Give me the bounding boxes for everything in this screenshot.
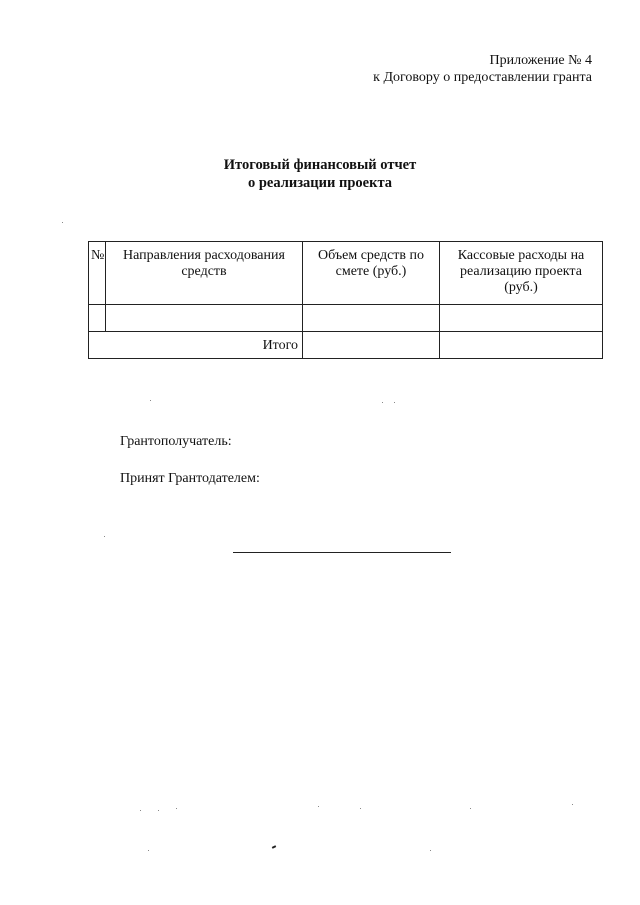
recipient-label: Грантополучатель: [120,434,232,449]
appendix-contract-ref: к Договору о предоставлении гранта [373,70,592,85]
document-title-line2: о реализации проекта [247,175,393,191]
total-label: Итого [89,332,303,359]
scan-speck [176,808,177,809]
total-budget-cell [303,332,440,359]
total-expenses-cell [440,332,603,359]
header-expenses: Кассовые расходы на реализацию проекта (руб.) [440,242,603,305]
document-title [0,156,640,192]
scan-speck [62,222,63,223]
table-header-row [89,242,603,305]
scan-speck [104,536,105,537]
scan-speck [158,810,159,811]
scan-speck [140,810,141,811]
scan-speck [318,806,319,807]
scan-speck [382,402,383,403]
table-cell [89,305,106,332]
scan-speck [148,850,149,851]
scan-speck [394,402,395,403]
signature-line [233,552,451,553]
scan-speck [360,808,361,809]
scan-speck [572,804,573,805]
header-num: № [89,242,106,305]
table-row [89,305,603,332]
appendix-number: Приложение № 4 [489,53,592,68]
header-budget: Объем средств по смете (руб.) [303,242,440,305]
header-directions: Направления расходования средств [106,242,303,305]
table-cell [440,305,603,332]
scan-speck [470,808,471,809]
appendix-header [373,52,592,86]
table-total-row [89,332,603,359]
scan-speck [430,850,431,851]
scan-mark [272,845,276,849]
accepted-label: Принят Грантодателем: [120,471,260,486]
scan-speck [150,400,151,401]
document-title-line1: Итоговый финансовый отчет [223,157,417,173]
financial-report-table [88,241,603,359]
table-cell [106,305,303,332]
table-cell [303,305,440,332]
